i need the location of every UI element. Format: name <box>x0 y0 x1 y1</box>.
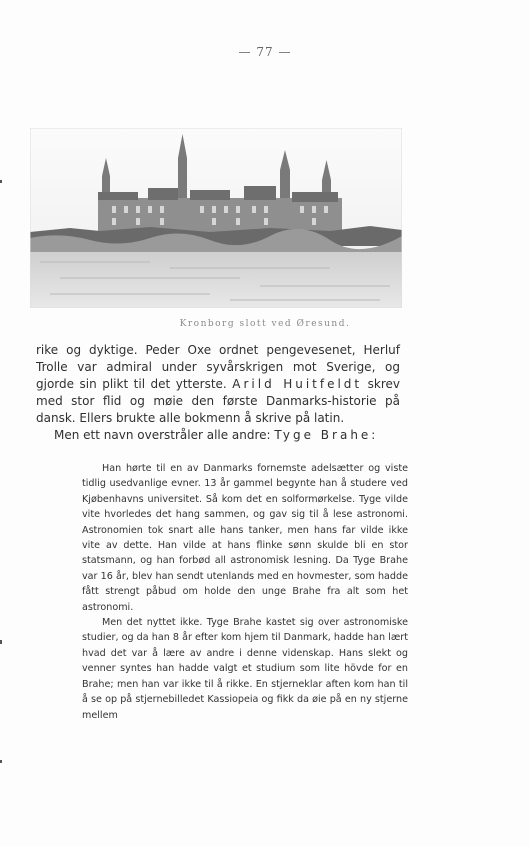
small-paragraph-2: Men det nyttet ikke. Tyge Brahe kastet sig over astronomiske studier, og da han 8 år efter kom hjem til Danmark, hadde han lært hvad det var å lære av andre i denne videnskap. Hans slekt og venner syntes han hadde valgt et studium som lite hövde for en Brahe; men han var ikke til å rikke. En stjerneklar aften kom han til å se op på stjernebilledet Kassiopeia og fikk da øie på en ny stjerne mellem <box>82 617 408 721</box>
small-paragraph-1: Han hørte til en av Danmarks fornemste adelsætter og viste tidlig usedvanlige evner. 13 år gammel begynte han å studere ved Kjøbenhavns universitet. Så kom det en solformørkelse. Tyge vilde vite hvorledes det hang sammen, og gav sig til å lese astronomi. Astronomien tok snart alle hans tanker, men hans far vilde ikke vite av dette. Han vilde at hans flinke sønn skulde bli en stor statsmann, og han forbød all astronomisk lesning. Da Tyge Brahe var 16 år, blev han sendt utenlands med en hovmester, som hadde fått strengt påbud om holde den unge Brahe fra alt som het astronomi. <box>82 463 408 613</box>
body-paragraph-2: Men ett navn overstråler alle andre: <box>54 428 275 442</box>
body-paragraph-1: rike og dyktige. Peder Oxe ordnet pengevesenet, Herluf Trolle var admiral under syvårskrigen mot Sverige, og gjorde sin plikt til det ytterste. <box>36 343 400 391</box>
illustration-caption: Kronborg slott ved Øresund. <box>179 319 351 329</box>
scan-edge-mark <box>0 760 2 763</box>
scan-edge-mark <box>0 180 2 183</box>
name-tyge-brahe: Tyge Brahe: <box>274 428 379 442</box>
page-number: — 77 — <box>238 45 292 59</box>
small-print-section <box>82 461 408 723</box>
author-name-huitfeldt: Arild Huitfeldt <box>232 377 363 391</box>
body-paragraph-1-rest: skrev med stor flid og møie den første Danmarks-historie på dansk. Ellers brukte alle bokmenn å skrive på latin. <box>36 377 401 425</box>
scan-edge-mark <box>0 640 2 644</box>
kronborg-castle-illustration <box>30 128 402 308</box>
body-paragraph <box>36 427 400 444</box>
body-paragraph <box>36 342 400 427</box>
body-text <box>36 342 400 444</box>
